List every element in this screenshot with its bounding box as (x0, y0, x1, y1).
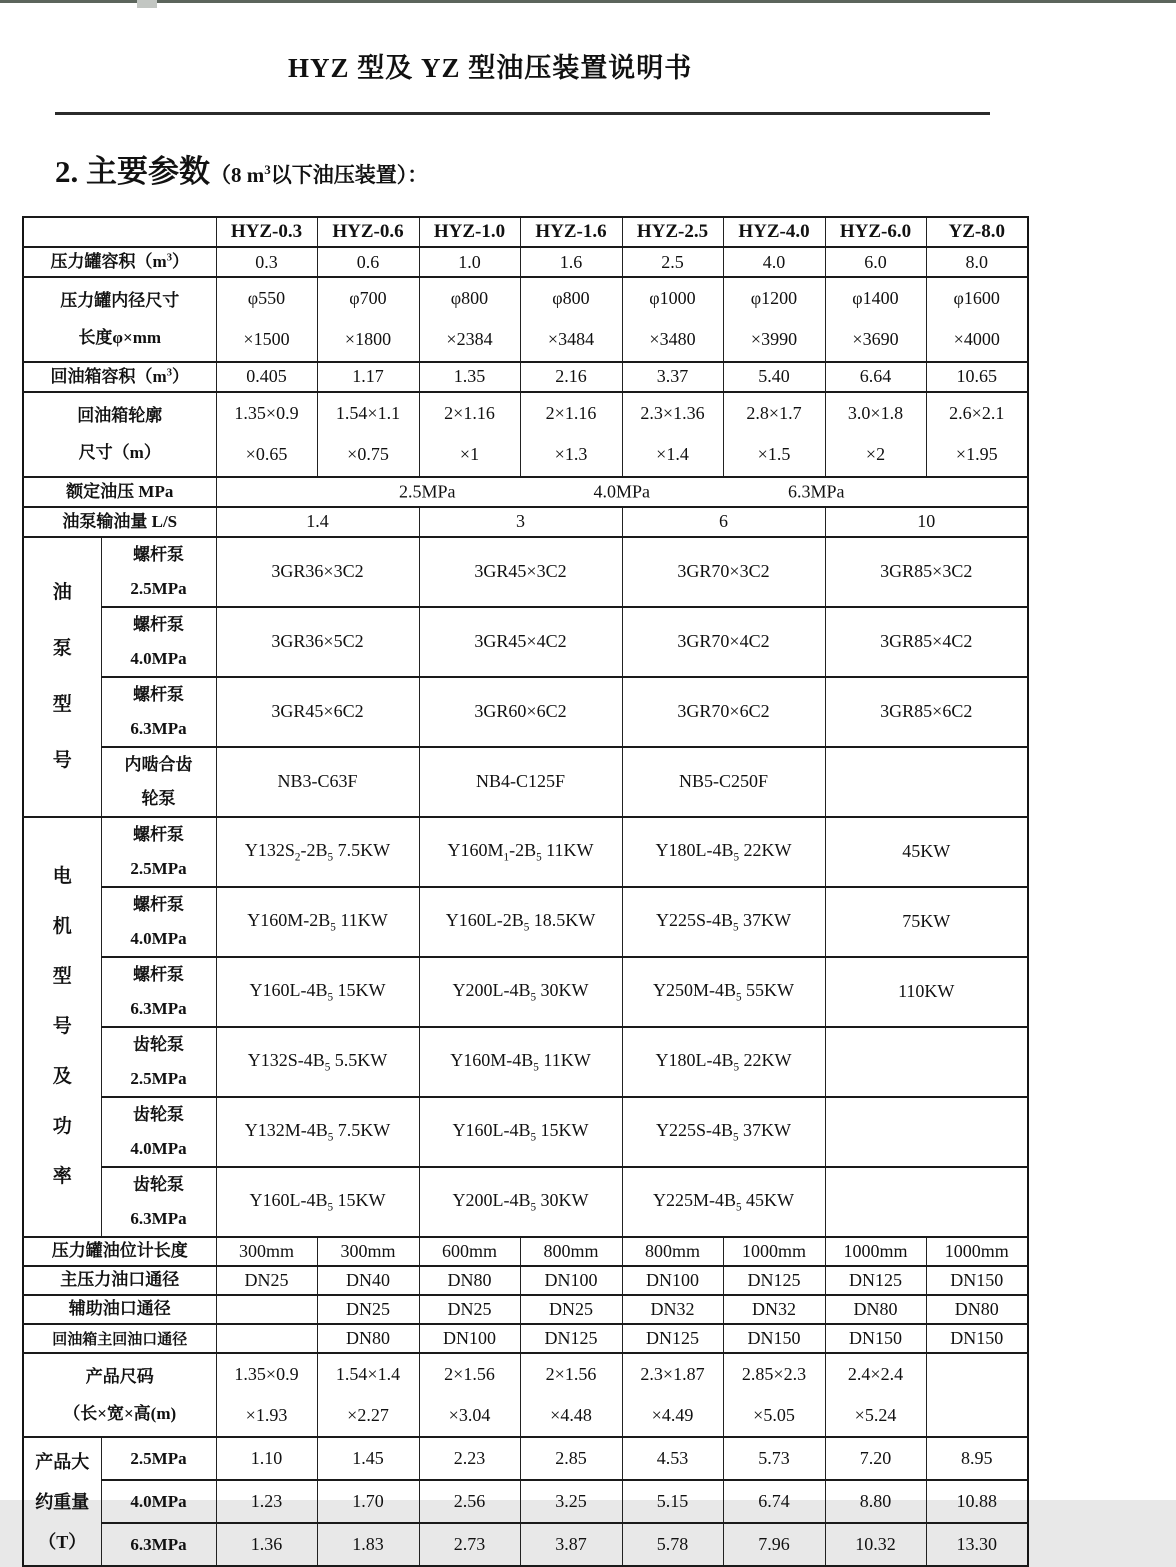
table-row (23, 392, 1028, 477)
title-divider (55, 112, 990, 115)
data-cell: 5.73 (723, 1437, 825, 1480)
scan-artifact (137, 0, 157, 8)
data-cell (216, 1324, 317, 1353)
data-cell: 13.30 (926, 1523, 1028, 1566)
table-row (23, 247, 1028, 277)
table-row (23, 277, 1028, 362)
data-cell: φ1000 ×3480 (622, 277, 723, 362)
data-cell: $Y132S_2-2B_5$ 7.5KW (216, 817, 419, 887)
data-cell: $Y160L-2B_5$ 18.5KW (419, 887, 622, 957)
data-cell: $Y200L-4B_5$ 30KW (419, 957, 622, 1027)
row-header: 压力罐油位计长度 (23, 1237, 216, 1266)
data-cell: DN100 (520, 1266, 622, 1295)
table-row (23, 1295, 1028, 1324)
col-header: HYZ-4.0 (723, 217, 825, 247)
data-cell: $Y160M-4B_5$ 11KW (419, 1027, 622, 1097)
section-heading-number: 2. 主要参数 (55, 154, 210, 189)
table-row (23, 747, 1028, 817)
data-cell: 45KW (825, 817, 1028, 887)
data-cell: 1.54×1.4 ×2.27 (317, 1353, 419, 1438)
col-header: HYZ-6.0 (825, 217, 926, 247)
data-cell: 1.70 (317, 1480, 419, 1523)
data-cell: DN25 (520, 1295, 622, 1324)
data-cell: $Y132M-4B_5$ 7.5KW (216, 1097, 419, 1167)
data-cell: 3.25 (520, 1480, 622, 1523)
data-cell: 10.65 (926, 362, 1028, 392)
data-cell: 1.83 (317, 1523, 419, 1566)
data-cell: $Y160M-2B_5$ 11KW (216, 887, 419, 957)
group-header-motor-models: 电 机 型 号 及 功 率 (23, 817, 101, 1237)
data-cell (216, 1295, 317, 1324)
sub-row-header: 螺杆泵 6.3MPa (101, 677, 216, 747)
data-cell: 3GR85×3C2 (825, 537, 1028, 607)
data-cell: DN80 (825, 1295, 926, 1324)
data-cell: DN125 (520, 1324, 622, 1353)
data-cell: φ700 ×1800 (317, 277, 419, 362)
table-row (23, 677, 1028, 747)
data-cell: 0.405 (216, 362, 317, 392)
row-header: 油泵输油量 L/S (23, 507, 216, 537)
data-cell: $Y250M-4B_5$ 55KW (622, 957, 825, 1027)
data-cell (926, 1353, 1028, 1438)
data-cell: 1.17 (317, 362, 419, 392)
table-row (23, 1027, 1028, 1097)
data-cell: 3GR70×4C2 (622, 607, 825, 677)
data-cell: DN80 (419, 1266, 520, 1295)
data-cell: NB4-C125F (419, 747, 622, 817)
group-header-product-weight: 产品大 约重量 （T） (23, 1437, 101, 1566)
table-row (23, 1437, 1028, 1480)
data-cell: 3 (419, 507, 622, 537)
data-cell: φ1600 ×4000 (926, 277, 1028, 362)
data-cell: 3GR60×6C2 (419, 677, 622, 747)
table-row-pump-flow (23, 507, 1028, 537)
row-header: 压力罐容积$(m^3)$ (23, 247, 216, 277)
data-cell: 1.10 (216, 1437, 317, 1480)
data-cell: 6.0 (825, 247, 926, 277)
data-cell: 8.95 (926, 1437, 1028, 1480)
table-row (23, 1523, 1028, 1566)
data-cell: 3GR45×6C2 (216, 677, 419, 747)
row-header: 辅助油口通径 (23, 1295, 216, 1324)
data-cell: 10.88 (926, 1480, 1028, 1523)
data-cell: $Y160M_1-2B_5$ 11KW (419, 817, 622, 887)
data-cell: DN40 (317, 1266, 419, 1295)
group-header-pump-models: 油 泵 型 号 (23, 537, 101, 817)
data-cell: 110KW (825, 957, 1028, 1027)
data-cell: 1.35×0.9 ×0.65 (216, 392, 317, 477)
data-cell: 4.0 (723, 247, 825, 277)
data-cell: 3GR45×4C2 (419, 607, 622, 677)
sub-row-header: 螺杆泵 6.3MPa (101, 957, 216, 1027)
table-row (23, 817, 1028, 887)
data-cell: 1.35×0.9 ×1.93 (216, 1353, 317, 1438)
data-cell: $Y160L-4B_5$ 15KW (216, 1167, 419, 1237)
data-cell: 6.74 (723, 1480, 825, 1523)
sub-row-header: 齿轮泵 6.3MPa (101, 1167, 216, 1237)
table-row (23, 1097, 1028, 1167)
data-cell: 1.45 (317, 1437, 419, 1480)
sub-row-header: 螺杆泵 2.5MPa (101, 817, 216, 887)
data-cell (825, 1097, 1028, 1167)
data-cell (825, 1167, 1028, 1237)
data-cell: φ1200 ×3990 (723, 277, 825, 362)
data-cell: 3.87 (520, 1523, 622, 1566)
data-cell: 2.8×1.7 ×1.5 (723, 392, 825, 477)
data-cell: 2.56 (419, 1480, 520, 1523)
data-cell: 800mm (520, 1237, 622, 1266)
data-cell: 5.40 (723, 362, 825, 392)
data-cell: 2.23 (419, 1437, 520, 1480)
col-header: HYZ-0.3 (216, 217, 317, 247)
table-row (23, 362, 1028, 392)
data-cell: 1.0 (419, 247, 520, 277)
data-cell: 2.73 (419, 1523, 520, 1566)
table-row (23, 887, 1028, 957)
data-cell: 3GR70×6C2 (622, 677, 825, 747)
data-cell: 2×1.16 ×1 (419, 392, 520, 477)
data-cell: DN150 (926, 1266, 1028, 1295)
row-header: 额定油压 MPa (23, 477, 216, 507)
data-cell: DN150 (825, 1324, 926, 1353)
sub-row-header: 2.5MPa (101, 1437, 216, 1480)
sub-row-header: 齿轮泵 4.0MPa (101, 1097, 216, 1167)
row-header: 回油箱轮廓 尺寸（m） (23, 392, 216, 477)
data-cell: 3GR85×4C2 (825, 607, 1028, 677)
page-top-edge-line (0, 0, 1176, 3)
data-cell: $Y225S-4B_5$ 37KW (622, 1097, 825, 1167)
data-cell: 3GR36×3C2 (216, 537, 419, 607)
section-heading (55, 146, 428, 191)
data-cell: 4.53 (622, 1437, 723, 1480)
page-title: HYZ 型及 YZ 型油压装置说明书 (288, 53, 693, 83)
data-cell: 8.80 (825, 1480, 926, 1523)
merged-pressure-cell (216, 477, 1028, 507)
data-cell: 2.16 (520, 362, 622, 392)
data-cell (825, 1027, 1028, 1097)
data-cell: 2×1.16 ×1.3 (520, 392, 622, 477)
data-cell: 800mm (622, 1237, 723, 1266)
data-cell: NB5-C250F (622, 747, 825, 817)
data-cell: 2.4×2.4 ×5.24 (825, 1353, 926, 1438)
data-cell: 10.32 (825, 1523, 926, 1566)
data-cell: 7.96 (723, 1523, 825, 1566)
data-cell: 6.64 (825, 362, 926, 392)
data-cell: DN32 (723, 1295, 825, 1324)
data-cell: 7.20 (825, 1437, 926, 1480)
data-cell (825, 747, 1028, 817)
data-cell: 0.3 (216, 247, 317, 277)
table-row (23, 537, 1028, 607)
pressure-label: 2.5MPa (398, 481, 456, 502)
data-cell: 2.6×2.1 ×1.95 (926, 392, 1028, 477)
data-cell: 1.23 (216, 1480, 317, 1523)
data-cell: φ550 ×1500 (216, 277, 317, 362)
data-cell: DN80 (926, 1295, 1028, 1324)
data-cell: 5.15 (622, 1480, 723, 1523)
data-cell: DN32 (622, 1295, 723, 1324)
data-cell: $Y180L-4B_5$ 22KW (622, 1027, 825, 1097)
data-cell: 3GR36×5C2 (216, 607, 419, 677)
data-cell: $Y200L-4B_5$ 30KW (419, 1167, 622, 1237)
data-cell: DN125 (825, 1266, 926, 1295)
data-cell: 1.6 (520, 247, 622, 277)
data-cell: φ800 ×3484 (520, 277, 622, 362)
sub-row-header: 6.3MPa (101, 1523, 216, 1566)
row-header: 回油箱容积$(m^3)$ (23, 362, 216, 392)
data-cell: $Y160L-4B_5$ 15KW (419, 1097, 622, 1167)
data-cell: φ1400 ×3690 (825, 277, 926, 362)
corner-cell (23, 217, 216, 247)
data-cell: DN80 (317, 1324, 419, 1353)
data-cell: 1000mm (723, 1237, 825, 1266)
data-cell: DN125 (622, 1324, 723, 1353)
section-heading-note: （8 $m^3$以下油压装置）： (210, 162, 429, 187)
data-cell: 8.0 (926, 247, 1028, 277)
data-cell: DN25 (317, 1295, 419, 1324)
table-header-row (23, 217, 1028, 247)
col-header: YZ-8.0 (926, 217, 1028, 247)
data-cell: 3GR70×3C2 (622, 537, 825, 607)
data-cell: $Y132S-4B_5$ 5.5KW (216, 1027, 419, 1097)
data-cell: 3.0×1.8 ×2 (825, 392, 926, 477)
table-row-rated-pressure (23, 477, 1028, 507)
sub-row-header: 4.0MPa (101, 1480, 216, 1523)
data-cell: 2.5 (622, 247, 723, 277)
data-cell: 2.85 (520, 1437, 622, 1480)
table-row (23, 1324, 1028, 1353)
data-cell: DN25 (419, 1295, 520, 1324)
data-cell: 3.37 (622, 362, 723, 392)
row-header: 产品尺码 （长×宽×高(m) (23, 1353, 216, 1438)
data-cell: 1000mm (926, 1237, 1028, 1266)
data-cell: DN150 (723, 1324, 825, 1353)
sub-row-header: 齿轮泵 2.5MPa (101, 1027, 216, 1097)
data-cell: 2×1.56 ×4.48 (520, 1353, 622, 1438)
data-cell: $Y225S-4B_5$ 37KW (622, 887, 825, 957)
data-cell: 0.6 (317, 247, 419, 277)
pressure-label: 6.3MPa (788, 481, 845, 502)
sub-row-header: 螺杆泵 2.5MPa (101, 537, 216, 607)
table-row (23, 607, 1028, 677)
data-cell: 300mm (216, 1237, 317, 1266)
data-cell: 1.54×1.1 ×0.75 (317, 392, 419, 477)
data-cell: 1.36 (216, 1523, 317, 1566)
data-cell: φ800 ×2384 (419, 277, 520, 362)
data-cell: DN125 (723, 1266, 825, 1295)
row-header: 主压力油口通径 (23, 1266, 216, 1295)
data-cell: 75KW (825, 887, 1028, 957)
table-row (23, 957, 1028, 1027)
data-cell: 1.4 (216, 507, 419, 537)
data-cell: NB3-C63F (216, 747, 419, 817)
data-cell: $Y180L-4B_5$ 22KW (622, 817, 825, 887)
data-cell: 300mm (317, 1237, 419, 1266)
data-cell: $Y225M-4B_5$ 45KW (622, 1167, 825, 1237)
sub-row-header: 螺杆泵 4.0MPa (101, 607, 216, 677)
sub-row-header: 内啮合齿 轮泵 (101, 747, 216, 817)
data-cell: 1.35 (419, 362, 520, 392)
data-cell: 1000mm (825, 1237, 926, 1266)
sub-row-header: 螺杆泵 4.0MPa (101, 887, 216, 957)
data-cell: 2.3×1.36 ×1.4 (622, 392, 723, 477)
data-cell: DN150 (926, 1324, 1028, 1353)
data-cell: 3GR45×3C2 (419, 537, 622, 607)
data-cell: 6 (622, 507, 825, 537)
col-header: HYZ-1.0 (419, 217, 520, 247)
row-header: 回油箱主回油口通径 (23, 1324, 216, 1353)
spec-table (22, 216, 1029, 1567)
data-cell: 5.78 (622, 1523, 723, 1566)
table-row (23, 1266, 1028, 1295)
data-cell: 2.3×1.87 ×4.49 (622, 1353, 723, 1438)
data-cell: $Y160L-4B_5$ 15KW (216, 957, 419, 1027)
data-cell: 2.85×2.3 ×5.05 (723, 1353, 825, 1438)
pressure-label: 4.0MPa (593, 481, 651, 502)
col-header: HYZ-2.5 (622, 217, 723, 247)
data-cell: 2×1.56 ×3.04 (419, 1353, 520, 1438)
col-header: HYZ-0.6 (317, 217, 419, 247)
table-row (23, 1480, 1028, 1523)
data-cell: 600mm (419, 1237, 520, 1266)
table-row (23, 1237, 1028, 1266)
row-header: 压力罐内径尺寸 长度φ×mm (23, 277, 216, 362)
data-cell: 3GR85×6C2 (825, 677, 1028, 747)
data-cell: 10 (825, 507, 1028, 537)
table-row (23, 1353, 1028, 1438)
table-row (23, 1167, 1028, 1237)
data-cell: DN100 (419, 1324, 520, 1353)
data-cell: DN25 (216, 1266, 317, 1295)
data-cell: DN100 (622, 1266, 723, 1295)
col-header: HYZ-1.6 (520, 217, 622, 247)
